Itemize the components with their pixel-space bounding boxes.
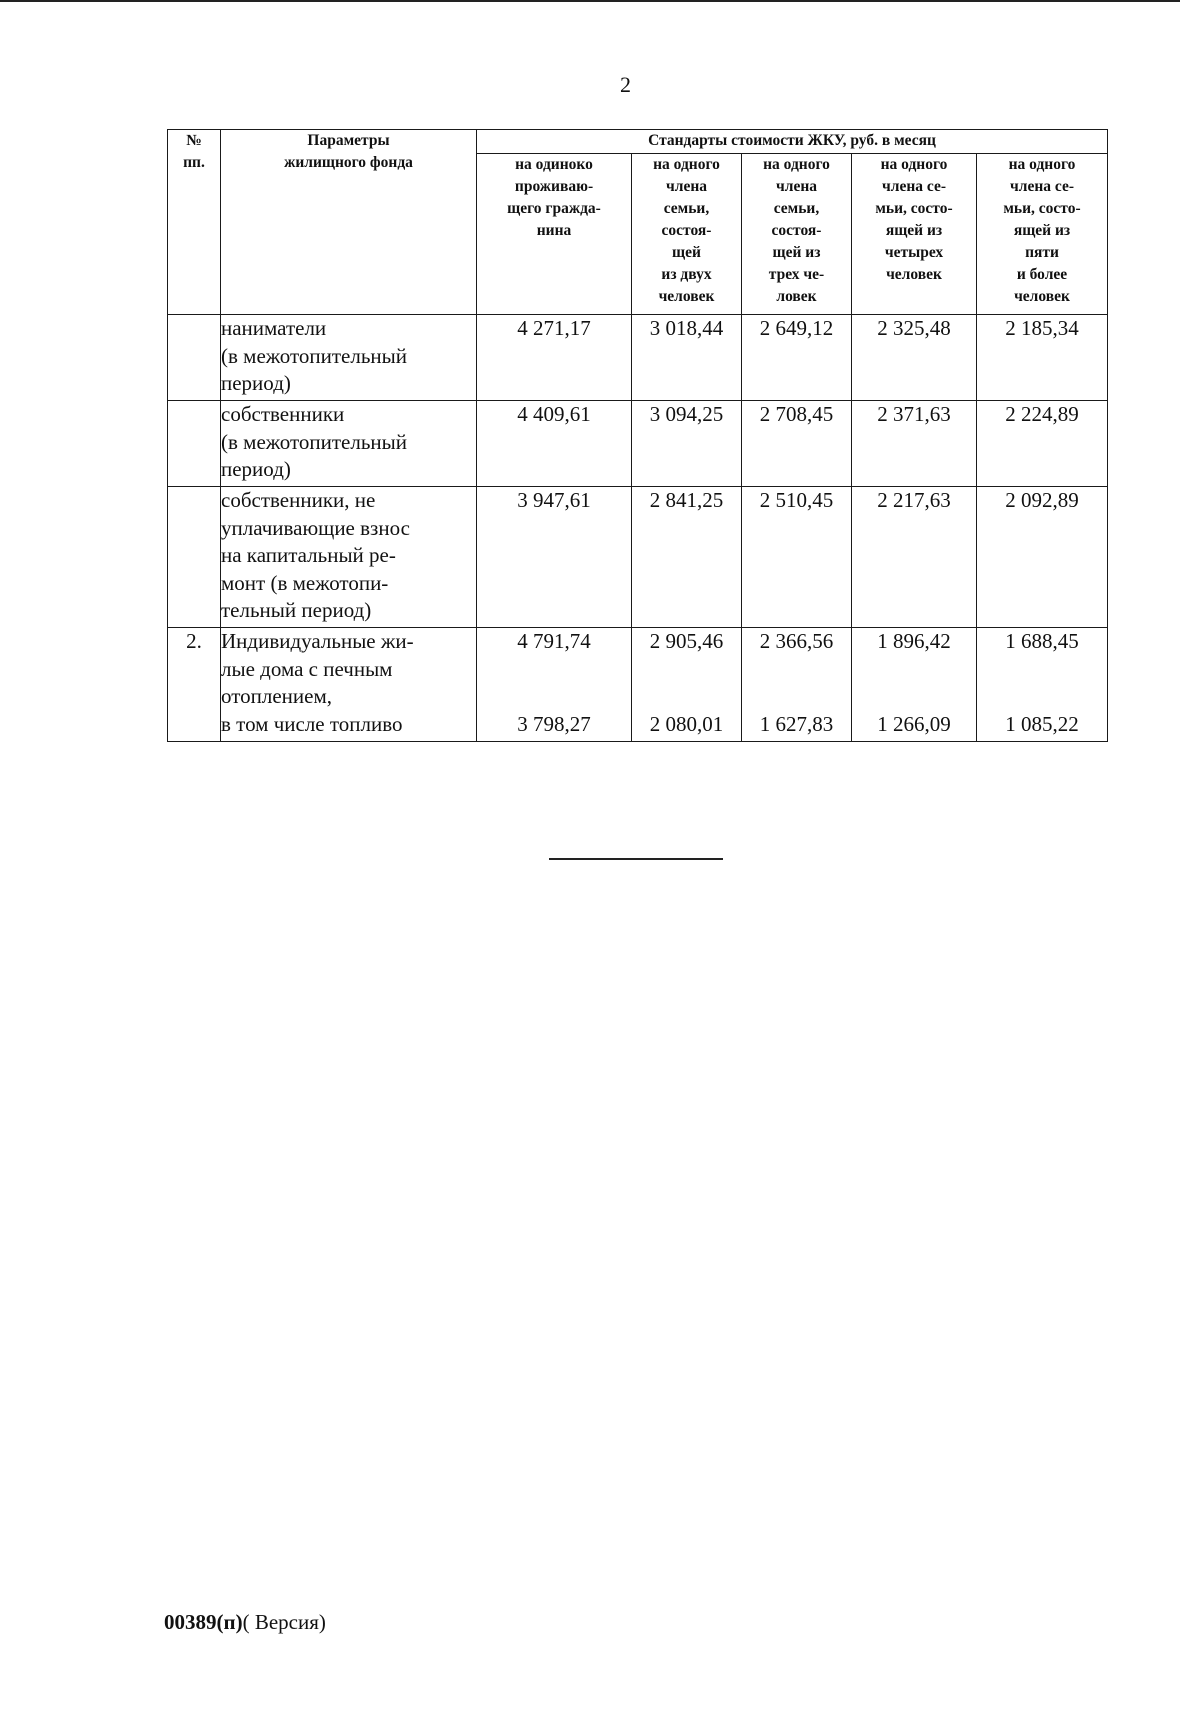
value-cell: 2 092,89 xyxy=(977,487,1108,628)
header-family-of-three: на одного члена семьи, состоя- щей из трех че- ловек xyxy=(742,154,852,315)
row-number xyxy=(168,315,221,401)
total-value: 4 791,74 xyxy=(517,629,591,653)
value-cell: 2 708,45 xyxy=(742,401,852,487)
row-number xyxy=(168,487,221,628)
value-cell: 4 409,61 xyxy=(477,401,632,487)
document-version: ( Версия) xyxy=(242,1610,326,1634)
value-cell xyxy=(852,628,977,742)
value-cell: 2 510,45 xyxy=(742,487,852,628)
row-number xyxy=(168,401,221,487)
fuel-value: 1 085,22 xyxy=(1005,711,1079,736)
header-family-of-two: на одного члена семьи, состоя- щей из двух человек xyxy=(632,154,742,315)
header-single-citizen: на одиноко проживаю- щего гражда- нина xyxy=(477,154,632,315)
value-cell xyxy=(477,628,632,742)
housing-cost-standards-table xyxy=(167,129,1108,742)
row-number: 2. xyxy=(168,628,221,742)
page-number: 2 xyxy=(620,72,631,97)
value-cell: 2 224,89 xyxy=(977,401,1108,487)
value-cell: 4 271,17 xyxy=(477,315,632,401)
value-cell: 3 947,61 xyxy=(477,487,632,628)
top-border-line xyxy=(0,0,1180,2)
value-cell: 2 841,25 xyxy=(632,487,742,628)
total-value: 1 688,45 xyxy=(1005,629,1079,653)
row-parameter: наниматели (в межотопительный период) xyxy=(221,315,477,401)
fuel-value: 3 798,27 xyxy=(517,711,591,736)
value-cell: 2 185,34 xyxy=(977,315,1108,401)
row-parameter: собственники (в межотопительный период) xyxy=(221,401,477,487)
value-cell: 2 649,12 xyxy=(742,315,852,401)
table-row xyxy=(168,401,1108,487)
header-cost-standards-group: Стандарты стоимости ЖКУ, руб. в месяц xyxy=(477,130,1108,154)
value-cell xyxy=(742,628,852,742)
total-value: 2 366,56 xyxy=(759,629,834,653)
total-value: 1 896,42 xyxy=(877,629,951,653)
header-family-of-four: на одного члена се- мьи, состо- ящей из четырех человек xyxy=(852,154,977,315)
end-of-document-rule xyxy=(549,858,723,860)
value-cell: 2 325,48 xyxy=(852,315,977,401)
value-cell: 2 217,63 xyxy=(852,487,977,628)
value-cell xyxy=(632,628,742,742)
header-housing-parameters: Параметры жилищного фонда xyxy=(221,130,477,315)
total-value: 2 905,46 xyxy=(649,629,724,653)
table-row xyxy=(168,487,1108,628)
row-parameter: собственники, не уплачивающие взнос на капитальный ре- монт (в межотопи- тельный период) xyxy=(221,487,477,628)
fuel-value: 1 266,09 xyxy=(877,711,951,736)
table-row xyxy=(168,315,1108,401)
table-row xyxy=(168,628,1108,742)
fuel-value: 2 080,01 xyxy=(649,711,724,736)
header-family-of-five-plus: на одного члена се- мьи, состо- ящей из пяти и более человек xyxy=(977,154,1108,315)
document-footer xyxy=(164,1610,326,1635)
value-cell: 2 371,63 xyxy=(852,401,977,487)
fuel-value: 1 627,83 xyxy=(759,711,834,736)
value-cell: 3 018,44 xyxy=(632,315,742,401)
document-code: 00389(п) xyxy=(164,1610,243,1634)
value-cell xyxy=(977,628,1108,742)
header-row-number: № пп. xyxy=(168,130,221,315)
value-cell: 3 094,25 xyxy=(632,401,742,487)
row-parameter: Индивидуальные жи- лые дома с печным отоплением, в том числе топливо xyxy=(221,628,477,742)
